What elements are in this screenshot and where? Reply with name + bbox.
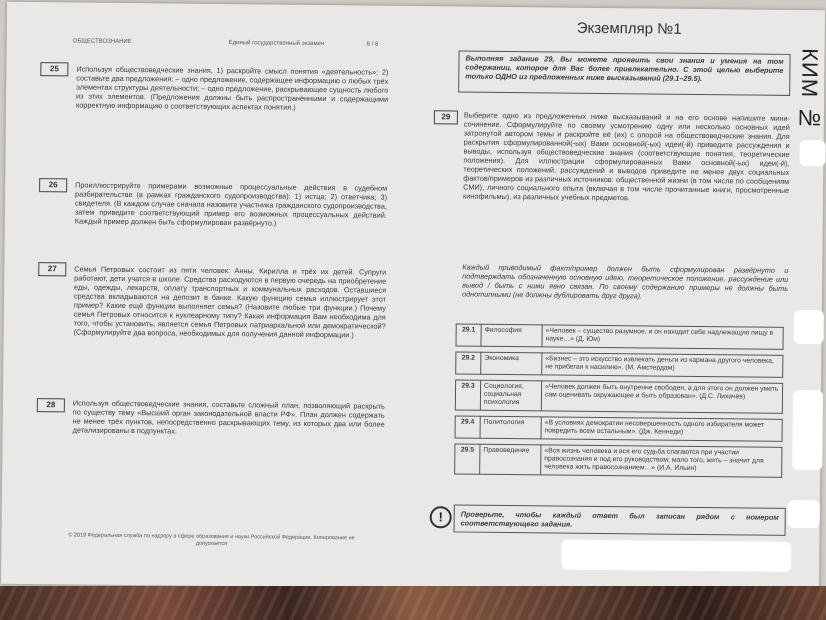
warning-text: Проверьте, чтобы каждый ответ был записан рядом с номером соответствующего задания.: [460, 509, 779, 529]
redaction-mark: [792, 390, 823, 470]
left-page: [1, 2, 415, 588]
task-number: 28: [37, 398, 65, 412]
exam-header: Единый государственный экзамен: [228, 40, 325, 48]
intro-text: Выполняя задание 29, Вы можете проявить свои знания и умения на том содержании, которое для Вас более привлекательно. С этой целью выберите только ОДНО из предложенных ниже высказываний (29.1–29.5).: [465, 53, 784, 84]
variant-number: 29.4: [455, 416, 480, 438]
variant-topic: Политология: [480, 416, 541, 438]
variant-row: [455, 380, 782, 414]
variant-quote: «Вся жизнь человека и вся его судьба слагаются при участии правосознания и под его руководством; мало того, жить – значит для человека жить правосознанием…» (И.А. Ильин): [541, 445, 782, 478]
task-number: 29: [434, 110, 458, 124]
variant-quote: «Человек должен быть внутренне свободен, а для этого он должен уметь сам оценивать окружающее и быть образован». (Д.С. Лихачёв): [541, 380, 782, 413]
redaction-mark: [561, 540, 791, 572]
copyright-footer: © 2019 Федеральная служба по надзору в сфере образования и науки Российской Федерации. Копирование не допускается: [68, 532, 355, 548]
variant-number: 29.3: [455, 380, 480, 410]
task-number: 27: [38, 262, 66, 276]
variant-number: 29.5: [455, 444, 480, 474]
variant-topic: Философия: [481, 324, 542, 346]
task-text: Проиллюстрируйте примерами возможные процессуальные действия в судебном разбирательстве (в рамках гражданского судопроизводства): 1) истца; 2) ответчика; 3) свидетеля. (В каждом случае сначала назовите участника гражданского судопроизводства, затем приведите соответствующий пример его возможных процессуальных действий. Каждый пример должен быть сформулирован развёрнуто.): [74, 180, 388, 228]
redaction-mark: [788, 500, 820, 528]
variant-quote: «В условиях демократии несовершенность одного избирателя может повредить всем остальным». (Дж. Кеннеди): [541, 417, 782, 441]
intro-box: [458, 50, 790, 95]
variant-topic: Экономика: [481, 352, 542, 374]
task29-italic: Каждый приводимый факт/пример должен быть сформулирован развёрнуто и подтверждать обозначенную основную идею, теоретическое положение, рассуждение или вывод / быть с ними явно связан. По своему содержанию примеры не должны быть однотипными (не должны дублировать друг друга).: [461, 262, 789, 301]
variant-quote: «Человек – существо разумное, и он находит себе надлежащую пищу в науке…» (Д. Юм): [542, 325, 783, 349]
exam-sheet: [1, 2, 825, 593]
subject-header: ОБЩЕСТВОЗНАНИЕ: [72, 38, 132, 46]
page-number: 8 / 8: [366, 41, 379, 48]
task-number: 26: [39, 178, 67, 192]
exemplar-title: Экземпляр №1: [576, 19, 682, 38]
right-page: [411, 6, 825, 592]
carpet-background: [0, 586, 826, 620]
task29-text: Выберите одно из предложенных ниже высказываний и на его основе напишите мини-сочинение. Сформулируйте по своему усмотрению одну или несколько основных идей затронутой автором темы и раскройте её (их) с опорой на обществоведческие знания. Для раскрытия сформулированной(-ых) Вами основной(-ых) идеи(-й) приведите рассуждения и выводы, используя обществоведческие знания (соответствующие понятия, теоретические положения). Для иллюстрации сформулированных Вами основной(-ых) идеи(-й), теоретических положений, рассуждений и выводов приведите не менее двух социальных фактов/примеров из различных источников: общественной жизни (в том числе по сообщениям СМИ), личного социального опыта (включая в том числе прочитанные книги, просмотренные кинофильмы), из различных учебных предметов.: [463, 110, 790, 203]
variant-topic: Правоведение: [480, 444, 541, 475]
redaction-mark: [799, 140, 825, 166]
variant-row: [455, 444, 782, 478]
kim-label: КИМ №: [796, 48, 823, 132]
variant-number: 29.2: [456, 352, 481, 374]
task-text: Семья Петровых состоит из пяти человек: Анны, Кирилла и трёх их детей. Супруги работают, дети учатся в школе. Средства расходуются в первую очередь на приобретение еды, одежды, лекарств, оплату транспортных и коммунальных расходов. Оставшиеся средства вкладываются на депозит в банке. Какую функцию семья иллюстрирует этот пример? Какие ещё функции выполняет семья? (Назовите любые три функции.) Почему семья Петровых относится к нуклеарному типу? Какая информация Вам необходима для того, чтобы установить, является семья Петровых патриархальной или демократической? (Сформулируйте два вопроса, необходимых для получения данной информации.): [73, 264, 387, 340]
warning-box: [454, 504, 786, 535]
redaction-mark: [794, 310, 824, 344]
warning-icon: !: [430, 506, 452, 528]
variants-table: [454, 323, 784, 477]
variant-quote: «Бизнес – это искусство извлекать деньги из кармана другого человека, не прибегая к насилию». (М. Амстердам): [542, 353, 783, 377]
task-text: Используя обществоведческие знания, составьте сложный план, позволяющий раскрыть по существу тему «Высший орган законодательной власти РФ». План должен содержать не менее трёх пунктов, непосредственно раскрывающих тему, из которых два или более детализированы в подпунктах.: [72, 398, 385, 436]
task-number: 25: [40, 62, 68, 76]
task-text: Используя обществоведческие знания, 1) раскройте смысл понятия «деятельность»; 2) составьте два предложения: – одно предложение, содержащее информацию о любых трёх элементах структуры деятельности; – одно предложение, раскрывающее сущность любого из этих элементов. (Предложения должны быть распространёнными и содержащими корректную информацию о соответствующих аспектах понятия.): [75, 64, 389, 112]
variant-topic: Социология, социальная психология: [480, 380, 541, 411]
variant-number: 29.1: [456, 324, 481, 346]
